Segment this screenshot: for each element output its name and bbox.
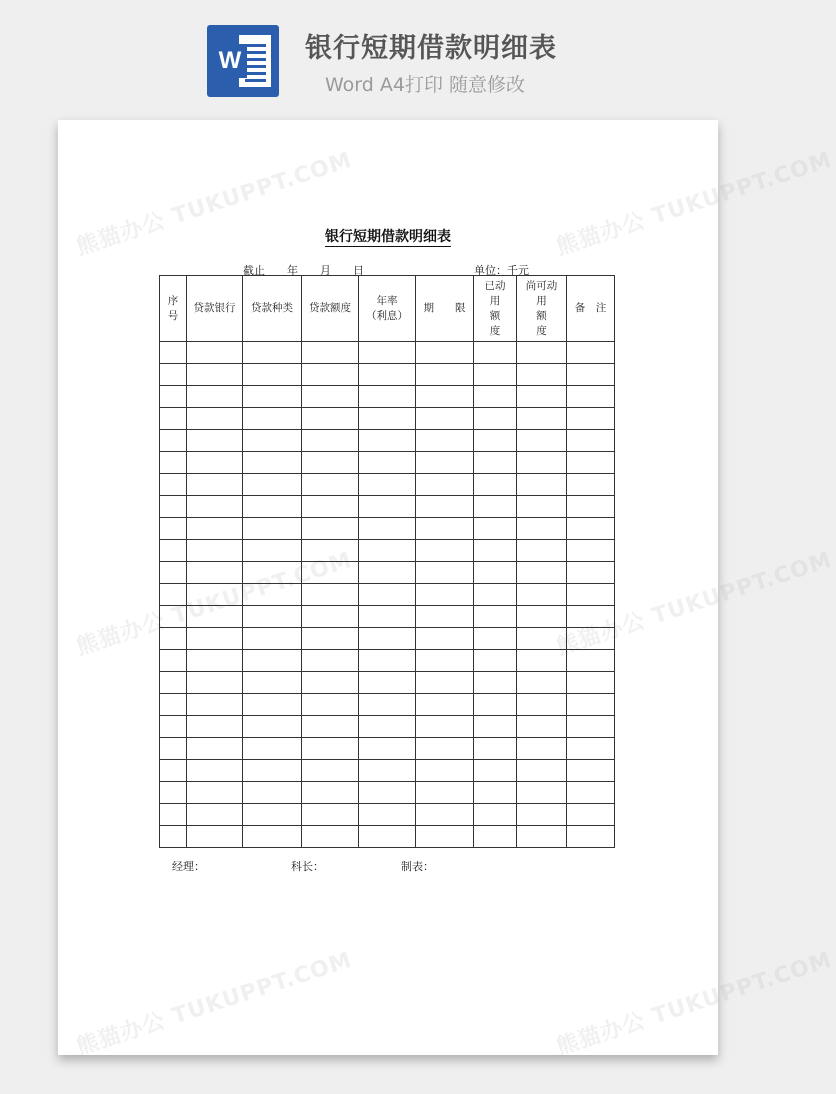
table-cell — [302, 408, 359, 430]
table-cell — [160, 562, 187, 584]
table-cell — [187, 782, 243, 804]
table-cell — [187, 650, 243, 672]
table-cell — [567, 826, 615, 848]
table-row — [160, 562, 615, 584]
table-cell — [302, 760, 359, 782]
table-cell — [302, 452, 359, 474]
table-cell — [302, 342, 359, 364]
table-cell — [567, 518, 615, 540]
table-cell — [243, 474, 302, 496]
table-cell — [187, 826, 243, 848]
table-cell — [416, 452, 474, 474]
table-cell — [474, 386, 517, 408]
table-cell — [302, 518, 359, 540]
table-cell — [517, 782, 567, 804]
table-row — [160, 782, 615, 804]
table-cell — [416, 694, 474, 716]
table-cell — [416, 562, 474, 584]
table-cell — [517, 364, 567, 386]
table-cell — [243, 430, 302, 452]
table-cell — [567, 452, 615, 474]
column-header: 已动 用 额 度 — [474, 276, 517, 342]
table-cell — [416, 518, 474, 540]
table-cell — [187, 672, 243, 694]
table-cell — [474, 474, 517, 496]
prepared-by-label: 制表： — [401, 860, 434, 873]
table-row — [160, 408, 615, 430]
table-cell — [243, 672, 302, 694]
table-row — [160, 826, 615, 848]
table-cell — [243, 804, 302, 826]
table-cell — [187, 738, 243, 760]
table-row — [160, 584, 615, 606]
table-row — [160, 650, 615, 672]
table-cell — [243, 540, 302, 562]
column-header: 期 限 — [416, 276, 474, 342]
table-cell — [474, 782, 517, 804]
table-cell — [187, 540, 243, 562]
table-cell — [243, 782, 302, 804]
table-cell — [160, 408, 187, 430]
table-cell — [359, 342, 416, 364]
table-cell — [160, 430, 187, 452]
table-row — [160, 694, 615, 716]
table-cell — [359, 430, 416, 452]
table-cell — [243, 760, 302, 782]
table-cell — [187, 408, 243, 430]
table-cell — [359, 738, 416, 760]
table-cell — [567, 606, 615, 628]
table-cell — [567, 474, 615, 496]
table-cell — [243, 452, 302, 474]
table-cell — [243, 342, 302, 364]
table-cell — [517, 474, 567, 496]
table-cell — [416, 584, 474, 606]
table-cell — [416, 540, 474, 562]
table-cell — [359, 408, 416, 430]
table-row — [160, 430, 615, 452]
header — [0, 0, 774, 110]
column-header: 贷款额度 — [302, 276, 359, 342]
table-cell — [187, 562, 243, 584]
table-cell — [567, 760, 615, 782]
table-cell — [474, 628, 517, 650]
table-cell — [416, 826, 474, 848]
table-cell — [302, 540, 359, 562]
table-cell — [517, 650, 567, 672]
table-cell — [160, 496, 187, 518]
table-cell — [359, 628, 416, 650]
column-header: 年率 （利息） — [359, 276, 416, 342]
table-cell — [474, 496, 517, 518]
table-cell — [474, 518, 517, 540]
table-cell — [416, 364, 474, 386]
header-subtitle: Word A4打印 随意修改 — [325, 74, 526, 96]
table-row — [160, 606, 615, 628]
table-cell — [160, 364, 187, 386]
table-row — [160, 760, 615, 782]
table-cell — [359, 782, 416, 804]
table-cell — [302, 474, 359, 496]
table-cell — [359, 760, 416, 782]
table-cell — [302, 672, 359, 694]
table-cell — [517, 606, 567, 628]
table-cell — [416, 342, 474, 364]
table-cell — [302, 496, 359, 518]
table-cell — [243, 584, 302, 606]
table-row — [160, 628, 615, 650]
table-cell — [187, 584, 243, 606]
watermark: 熊猫办公 TUKUPPT.COM — [73, 947, 356, 1061]
table-cell — [302, 804, 359, 826]
table-cell — [187, 760, 243, 782]
table-cell — [160, 738, 187, 760]
table-cell — [474, 584, 517, 606]
table-cell — [517, 452, 567, 474]
table-row — [160, 540, 615, 562]
table-cell — [243, 738, 302, 760]
watermark: 熊猫办公 TUKUPPT.COM — [553, 147, 836, 261]
table-cell — [474, 826, 517, 848]
table-cell — [517, 716, 567, 738]
table-cell — [567, 672, 615, 694]
table-cell — [359, 496, 416, 518]
table-cell — [416, 760, 474, 782]
table-row — [160, 804, 615, 826]
table-cell — [187, 386, 243, 408]
table-cell — [243, 386, 302, 408]
table-row — [160, 386, 615, 408]
loan-detail-table — [159, 275, 615, 848]
table-cell — [416, 408, 474, 430]
table-cell — [416, 738, 474, 760]
table-cell — [416, 804, 474, 826]
table-cell — [517, 430, 567, 452]
table-cell — [517, 496, 567, 518]
table-cell — [517, 804, 567, 826]
table-cell — [416, 628, 474, 650]
table-header-row — [160, 276, 615, 342]
table-cell — [567, 562, 615, 584]
table-cell — [187, 452, 243, 474]
table-cell — [567, 408, 615, 430]
table-row — [160, 342, 615, 364]
table-cell — [567, 716, 615, 738]
table-cell — [567, 628, 615, 650]
table-cell — [474, 364, 517, 386]
table-cell — [517, 386, 567, 408]
table-cell — [359, 386, 416, 408]
table-cell — [160, 474, 187, 496]
table-row — [160, 496, 615, 518]
table-cell — [302, 716, 359, 738]
table-cell — [416, 606, 474, 628]
column-header: 序 号 — [160, 276, 187, 342]
table-cell — [517, 826, 567, 848]
table-cell — [243, 496, 302, 518]
table-cell — [160, 760, 187, 782]
table-cell — [302, 628, 359, 650]
table-cell — [243, 562, 302, 584]
watermark: 熊猫办公 TUKUPPT.COM — [73, 547, 356, 661]
table-cell — [359, 606, 416, 628]
table-cell — [160, 826, 187, 848]
table-cell — [416, 650, 474, 672]
table-cell — [359, 672, 416, 694]
table-cell — [416, 474, 474, 496]
table-cell — [359, 826, 416, 848]
table-row — [160, 716, 615, 738]
table-cell — [160, 782, 187, 804]
table-cell — [416, 496, 474, 518]
table-cell — [243, 826, 302, 848]
table-cell — [359, 474, 416, 496]
table-cell — [517, 672, 567, 694]
table-cell — [517, 760, 567, 782]
table-cell — [187, 606, 243, 628]
table-cell — [567, 650, 615, 672]
table-cell — [567, 804, 615, 826]
table-cell — [160, 650, 187, 672]
table-cell — [517, 628, 567, 650]
table-cell — [243, 518, 302, 540]
table-cell — [416, 430, 474, 452]
table-cell — [243, 650, 302, 672]
table-cell — [359, 452, 416, 474]
table-cell — [567, 738, 615, 760]
table-cell — [359, 518, 416, 540]
table-cell — [474, 430, 517, 452]
table-cell — [567, 430, 615, 452]
unit-label: 单位：千元 — [474, 264, 529, 277]
table-cell — [567, 364, 615, 386]
table-cell — [187, 474, 243, 496]
table-cell — [567, 694, 615, 716]
table-cell — [517, 562, 567, 584]
table-cell — [517, 584, 567, 606]
table-row — [160, 738, 615, 760]
word-document-icon — [207, 25, 279, 97]
watermark: 熊猫办公 TUKUPPT.COM — [553, 547, 836, 661]
table-cell — [302, 386, 359, 408]
table-cell — [359, 540, 416, 562]
manager-label: 经理： — [172, 860, 205, 873]
table-cell — [160, 452, 187, 474]
table-cell — [567, 342, 615, 364]
table-cell — [187, 518, 243, 540]
table-row — [160, 672, 615, 694]
watermark: 熊猫办公 TUKUPPT.COM — [73, 147, 356, 261]
table-cell — [416, 672, 474, 694]
table-cell — [517, 518, 567, 540]
table-cell — [160, 540, 187, 562]
table-cell — [160, 716, 187, 738]
table-cell — [517, 408, 567, 430]
document-page — [58, 120, 836, 1061]
column-header: 贷款种类 — [243, 276, 302, 342]
table-cell — [359, 650, 416, 672]
table-cell — [243, 716, 302, 738]
table-cell — [302, 650, 359, 672]
table-cell — [474, 716, 517, 738]
table-cell — [302, 826, 359, 848]
table-cell — [474, 342, 517, 364]
table-cell — [302, 364, 359, 386]
table-cell — [302, 782, 359, 804]
table-cell — [187, 804, 243, 826]
table-cell — [474, 672, 517, 694]
table-row — [160, 474, 615, 496]
section-chief-label: 科长： — [291, 860, 324, 873]
table-cell — [474, 738, 517, 760]
table-cell — [474, 650, 517, 672]
table-cell — [187, 430, 243, 452]
column-header: 尚可动 用 额 度 — [517, 276, 567, 342]
table-cell — [359, 804, 416, 826]
table-cell — [474, 408, 517, 430]
table-row — [160, 452, 615, 474]
table-cell — [302, 430, 359, 452]
table-cell — [243, 694, 302, 716]
table-cell — [160, 342, 187, 364]
table-cell — [416, 782, 474, 804]
table-cell — [243, 606, 302, 628]
table-cell — [160, 672, 187, 694]
column-header: 贷款银行 — [187, 276, 243, 342]
table-cell — [187, 342, 243, 364]
header-title: 银行短期借款明细表 — [305, 33, 557, 64]
table-cell — [359, 694, 416, 716]
table-cell — [160, 518, 187, 540]
table-cell — [474, 452, 517, 474]
table-cell — [474, 562, 517, 584]
table-cell — [243, 628, 302, 650]
table-cell — [160, 386, 187, 408]
table-body — [160, 342, 615, 848]
table-cell — [474, 760, 517, 782]
table-cell — [567, 782, 615, 804]
table-cell — [517, 738, 567, 760]
table-cell — [187, 364, 243, 386]
table-cell — [160, 606, 187, 628]
table-cell — [160, 694, 187, 716]
table-cell — [517, 540, 567, 562]
table-cell — [416, 386, 474, 408]
table-cell — [187, 694, 243, 716]
table-row — [160, 518, 615, 540]
table-cell — [359, 364, 416, 386]
table-cell — [474, 606, 517, 628]
table-cell — [567, 386, 615, 408]
table-cell — [302, 738, 359, 760]
table-cell — [160, 628, 187, 650]
table-cell — [359, 716, 416, 738]
watermark: 熊猫办公 TUKUPPT.COM — [553, 947, 836, 1061]
table-cell — [359, 584, 416, 606]
table-cell — [187, 716, 243, 738]
table-cell — [160, 804, 187, 826]
table-cell — [302, 584, 359, 606]
table-cell — [416, 716, 474, 738]
table-cell — [567, 540, 615, 562]
table-cell — [302, 606, 359, 628]
document-title — [58, 226, 718, 246]
table-cell — [359, 562, 416, 584]
table-cell — [517, 694, 567, 716]
table-cell — [567, 496, 615, 518]
table-cell — [160, 584, 187, 606]
table-cell — [243, 408, 302, 430]
word-letter: W — [213, 44, 247, 78]
table-cell — [302, 694, 359, 716]
table-cell — [243, 364, 302, 386]
date-label: 截止 年 月 日 — [243, 264, 364, 277]
table-cell — [567, 584, 615, 606]
column-header: 备 注 — [567, 276, 615, 342]
table-cell — [517, 342, 567, 364]
table-cell — [187, 496, 243, 518]
table-cell — [302, 562, 359, 584]
document-title-text: 银行短期借款明细表 — [325, 229, 451, 245]
table-cell — [474, 540, 517, 562]
table-row — [160, 364, 615, 386]
table-cell — [474, 694, 517, 716]
table-cell — [187, 628, 243, 650]
table-cell — [474, 804, 517, 826]
